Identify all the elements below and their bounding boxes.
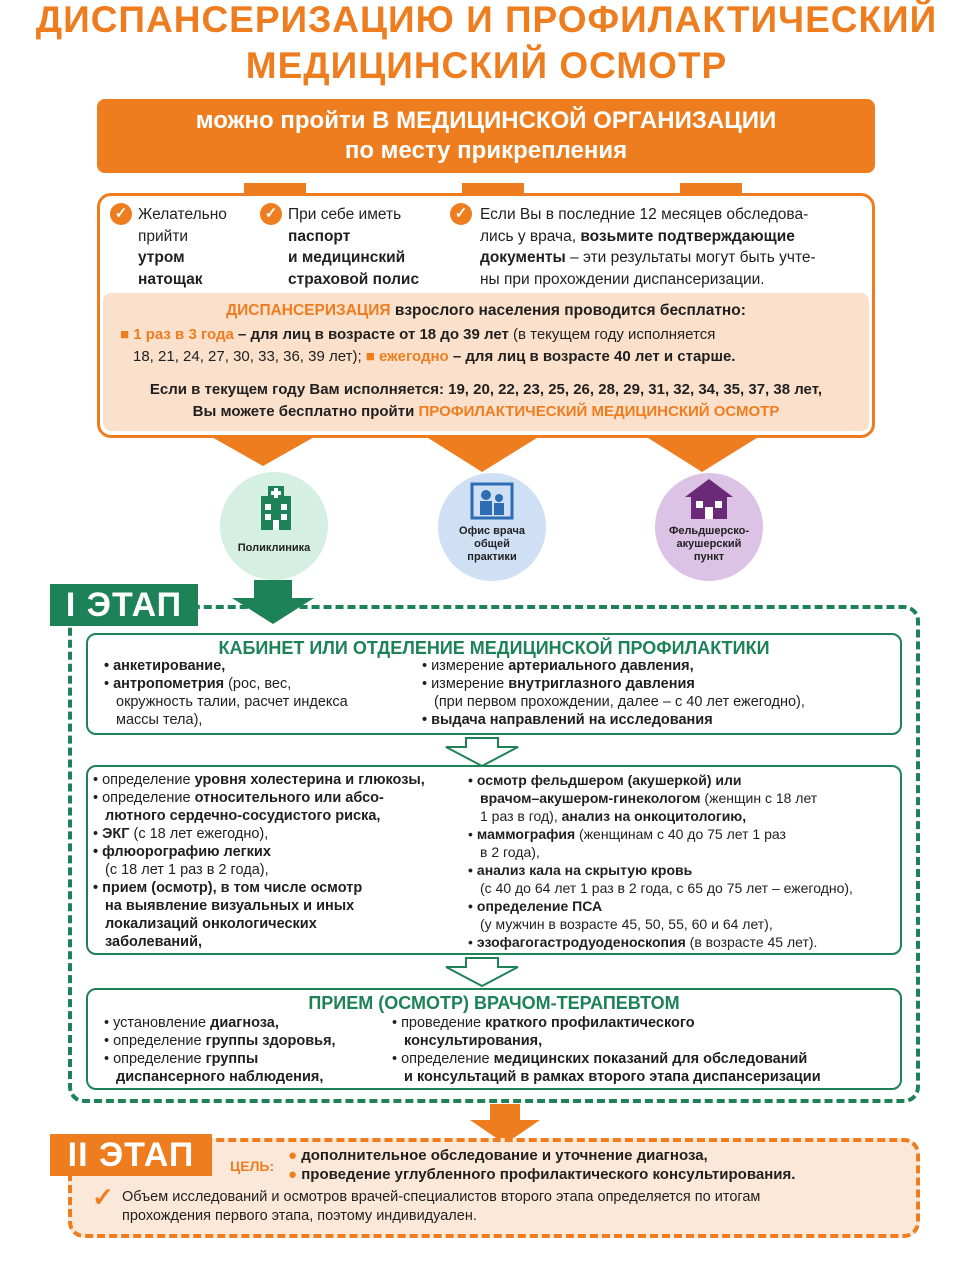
list-text: определение [113, 1051, 206, 1067]
list-text: проведение [401, 1015, 486, 1031]
list-item [104, 1050, 336, 1068]
place-label: Поликлиника [237, 542, 311, 554]
list-text: определение [401, 1051, 494, 1067]
list-bold: врачом–акушером-гинекологом [480, 790, 701, 806]
place-label: пункт [693, 551, 725, 563]
arrows-down [200, 436, 800, 476]
info-line-3 [133, 348, 735, 365]
green-arrow [228, 580, 318, 624]
info-bold: – для лиц в возрасте 40 лет и старше. [448, 348, 736, 365]
therapist-right [392, 1014, 821, 1086]
list-item [392, 1050, 821, 1068]
list-item [93, 825, 425, 843]
list-item: • анализ кала на скрытую кровь [468, 861, 853, 879]
list-item: окружность талии, расчет индекса [116, 694, 348, 710]
list-bold: маммография [476, 826, 576, 842]
tip-3-line: ны при прохождении диспансеризации. [480, 270, 765, 288]
list-text: определение [102, 772, 195, 788]
list-text: определение [113, 1033, 206, 1049]
tip-1-line: натощак [138, 270, 203, 288]
hospital-icon [249, 482, 299, 532]
list-text: (женщинам с 40 до 75 лет 1 раз [575, 826, 786, 842]
list-item: • анкетирование, [104, 657, 348, 675]
place-label: общей [474, 538, 510, 550]
banner [97, 99, 875, 173]
tip-1-line: утром [138, 249, 185, 266]
list-item: • флюорографию легких [93, 843, 425, 861]
prevention-title: КАБИНЕТ ИЛИ ОТДЕЛЕНИЕ МЕДИЦИНСКОЙ ПРОФИЛАКТИКИ [218, 638, 770, 658]
list-item: заболеваний, [105, 934, 203, 950]
banner-bold: В МЕДИЦИНСКОЙ ОРГАНИЗАЦИИ [372, 107, 777, 134]
list-item [93, 789, 425, 807]
list-item: (с 18 лет 1 раз в 2 года), [105, 862, 269, 878]
info-text: 18, 21, 24, 27, 30, 33, 36, 39 лет); [133, 348, 366, 365]
banner-line2: по месту прикрепления [344, 137, 628, 164]
arrow-down-icon [446, 958, 518, 986]
list-item [93, 771, 425, 789]
feldsher-circle [655, 473, 763, 581]
list-item [422, 675, 805, 693]
list-bold: внутриглазного давления [508, 676, 695, 692]
info-line-5 [103, 403, 869, 420]
therapist-left [104, 1014, 336, 1086]
bullet-icon: ● [288, 1166, 302, 1183]
info-text: (в текущем году исполняется [508, 326, 716, 343]
list-bold: относительного или абсо- [194, 790, 384, 806]
list-bold: антропометрия [113, 676, 225, 692]
list-text: определение [102, 790, 195, 806]
list-item: консультирования, [404, 1033, 543, 1049]
info-title-accent: ДИСПАНСЕРИЗАЦИЯ [226, 302, 391, 319]
list-item: на выявление визуальных и иных [105, 898, 355, 914]
tip-3-text: – эти результаты могут быть учте- [565, 249, 816, 266]
check-icon: ✓ [260, 203, 282, 225]
list-item: (при первом прохождении, далее – с 40 лет ежегодно), [434, 694, 805, 710]
list-item: массы тела), [116, 712, 203, 728]
tip-1 [138, 204, 227, 290]
list-text: измерение [431, 658, 509, 674]
list-item [104, 1032, 336, 1050]
place-label: практики [467, 551, 517, 563]
title-line-1: ДИСПАНСЕРИЗАЦИЮ И ПРОФИЛАКТИЧЕСКИЙ [35, 0, 938, 40]
list-text: (с 18 лет ежегодно), [129, 826, 269, 842]
tip-1-line: прийти [138, 227, 189, 245]
tip-3 [480, 204, 816, 290]
tip-1-line: Желательно [138, 206, 227, 223]
list-bold: краткого профилактического [485, 1015, 695, 1031]
tip-3-line: Если Вы в последние 12 месяцев обследова- [480, 206, 809, 223]
list-item: • выдача направлений на исследования [422, 711, 805, 729]
goal-label: ЦЕЛЬ: [230, 1158, 275, 1174]
info-line-4: Если в текущем году Вам исполняется: 19, 20, 22, 23, 25, 26, 28, 29, 31, 32, 34, 35, 37, 38 лет, [149, 381, 823, 398]
list-item [468, 825, 853, 843]
list-bold: диагноза, [210, 1015, 279, 1031]
list-bold: анализ на онкоцитологию, [561, 808, 747, 824]
info-line-2 [120, 326, 715, 343]
arrow-down-icon [645, 436, 760, 472]
note-line: Объем исследований и осмотров врачей-специалистов второго этапа определяется по итогам [122, 1189, 761, 1205]
stage2-label: II ЭТАП [50, 1134, 212, 1176]
check-icon: ✓ [450, 203, 472, 225]
tip-2-line: При себе иметь [288, 206, 402, 223]
list-text: (рос, вес, [224, 676, 292, 692]
stage1-label: I ЭТАП [50, 584, 198, 626]
list-item [422, 657, 805, 675]
arrow-down-icon [232, 598, 314, 624]
exams-left [93, 771, 425, 951]
hollow-arrow [442, 737, 522, 767]
list-bold: группы здоровья, [205, 1033, 336, 1049]
list-bold: ЭКГ [102, 826, 130, 842]
title-line-2: МЕДИЦИНСКИЙ ОСМОТР [245, 45, 728, 86]
list-bold: артериального давления, [508, 658, 694, 674]
list-item: • осмотр фельдшером (акушеркой) или [468, 771, 853, 789]
place-label: Офис врача [459, 525, 525, 537]
list-text: (женщин с 18 лет [700, 790, 818, 806]
note-line: прохождения первого этапа, поэтому индивидуален. [122, 1208, 477, 1224]
therapist-title: ПРИЕМ (ОСМОТР) ВРАЧОМ-ТЕРАПЕВТОМ [308, 993, 680, 1013]
goal-list [288, 1146, 795, 1184]
place-label: акушерский [676, 538, 742, 550]
list-item: • определение ПСА [468, 897, 853, 915]
goal-item [288, 1165, 795, 1184]
list-item [468, 933, 853, 951]
info-title-rest: взрослого населения проводится бесплатно: [390, 302, 746, 319]
goal-text: дополнительное обследование и уточнение диагноза, [301, 1147, 708, 1164]
info-bold: – для лиц в возрасте от 18 до 39 лет [233, 326, 509, 343]
list-text: 1 раз в год), [480, 808, 562, 824]
arrow-down-icon [210, 436, 316, 466]
info-title [103, 302, 869, 320]
arrow-down-icon [446, 738, 518, 766]
clinic-circle [220, 472, 328, 580]
check-icon: ✓ [92, 1182, 114, 1212]
list-item: и консультаций в рамках второго этапа диспансеризации [404, 1069, 821, 1085]
hollow-arrow [442, 957, 522, 987]
list-item [104, 1014, 336, 1032]
list-text: установление [113, 1015, 211, 1031]
gp-office-circle [438, 473, 546, 581]
info-accent: ПРОФИЛАКТИЧЕСКИЙ МЕДИЦИНСКИЙ ОСМОТР [418, 403, 780, 420]
prevention-right [422, 657, 805, 729]
banner-pre: можно пройти [195, 107, 373, 134]
list-item [468, 789, 853, 807]
tip-3-text: лись у врача, [480, 227, 581, 245]
list-item: (с 40 до 64 лет 1 раз в 2 года, с 65 до 75 лет – ежегодно), [480, 880, 853, 896]
tip-2-line: и медицинский [288, 249, 406, 266]
list-bold: медицинских показаний для обследований [493, 1051, 808, 1067]
tip-2-line: паспорт [288, 227, 351, 245]
goal-text: проведение углубленного профилактического консультирования. [301, 1166, 796, 1183]
list-item: локализаций онкологических [105, 916, 317, 932]
list-item: в 2 года), [480, 844, 540, 860]
house-icon [681, 477, 737, 521]
place-label: Фельдшерско- [668, 525, 750, 537]
list-item [468, 807, 853, 825]
goal-item [288, 1146, 795, 1165]
tip-2 [288, 204, 419, 290]
list-text: измерение [431, 676, 509, 692]
arrow-down-icon [425, 436, 540, 472]
tip-3-bold: возьмите подтверждающие [580, 227, 795, 245]
list-bold: группы [205, 1051, 259, 1067]
doctor-office-icon [469, 481, 515, 521]
stage2-note [122, 1188, 760, 1226]
check-icon: ✓ [110, 203, 132, 225]
list-item: (у мужчин в возрасте 45, 50, 55, 60 и 64 лет), [480, 916, 773, 932]
list-item: лютного сердечно-сосудистого риска, [105, 808, 381, 824]
exams-right [468, 771, 853, 951]
info-accent: ■ ежегодно [365, 348, 449, 365]
list-text: (в возрасте 45 лет). [685, 934, 818, 950]
list-item: диспансерного наблюдения, [116, 1069, 324, 1085]
info-text: Вы можете бесплатно пройти [192, 403, 419, 420]
tip-3-bold: документы [480, 249, 566, 266]
list-item [392, 1014, 821, 1032]
list-item [104, 675, 348, 693]
info-accent: ■ 1 раз в 3 года [120, 326, 234, 343]
list-bold: уровня холестерина и глюкозы, [194, 772, 425, 788]
bullet-icon: ● [288, 1147, 302, 1164]
list-bold: эзофагогастродуоденоскопия [476, 934, 686, 950]
list-item: • прием (осмотр), в том числе осмотр [93, 879, 425, 897]
tip-2-line: страховой полис [288, 270, 420, 288]
prevention-left [104, 657, 348, 729]
